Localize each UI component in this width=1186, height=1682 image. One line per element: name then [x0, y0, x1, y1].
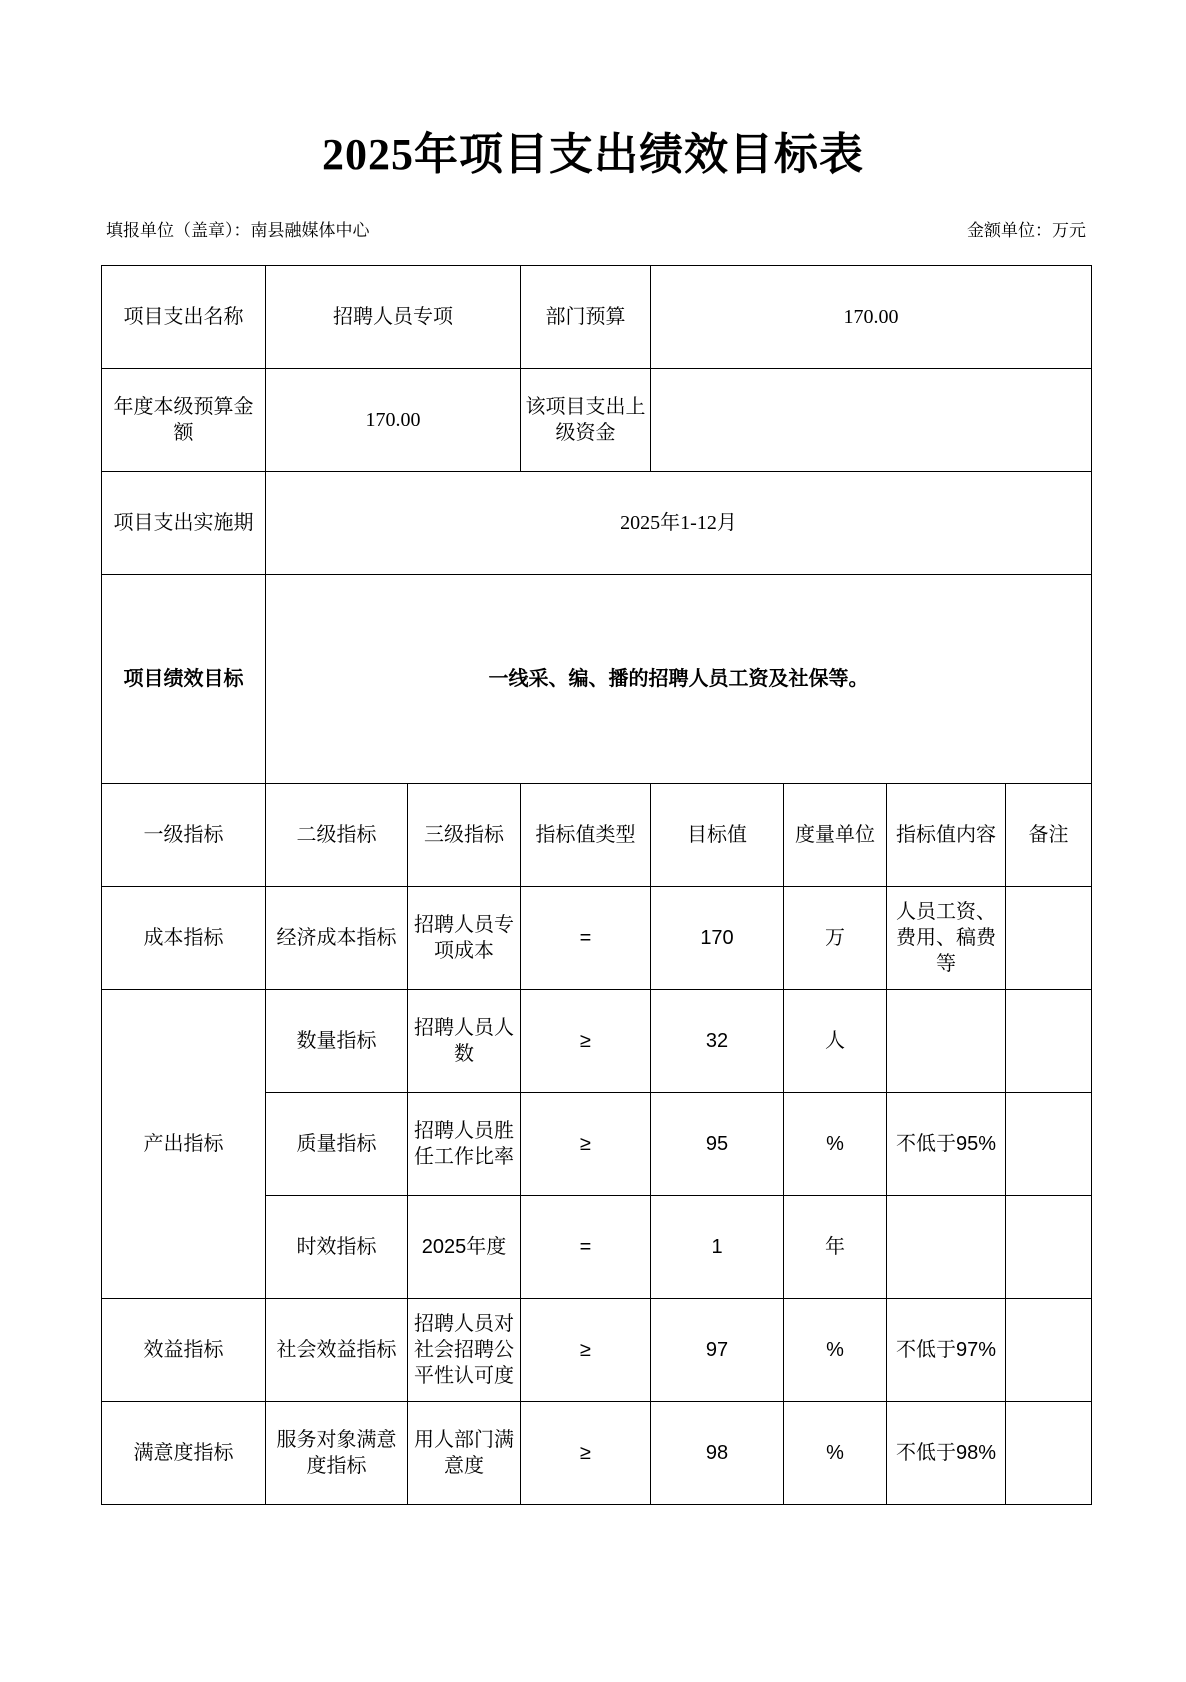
level2-indicator: 服务对象满意度指标 [266, 1402, 408, 1505]
currency-unit: 金额单位：万元 [967, 221, 1086, 240]
target-value: 1 [651, 1196, 784, 1299]
value-type: ≥ [521, 1093, 651, 1196]
value-type: ≥ [521, 1402, 651, 1505]
level2-indicator: 社会效益指标 [266, 1299, 408, 1402]
performance-target-table [101, 265, 1092, 1505]
value-type: = [521, 887, 651, 990]
column-header: 度量单位 [784, 784, 887, 887]
remark [1006, 990, 1092, 1093]
target-value: 95 [651, 1093, 784, 1196]
reporting-unit: 填报单位（盖章）：南县融媒体中心 [106, 221, 370, 240]
label-project-name: 项目支出名称 [102, 266, 266, 369]
label-upper-fund: 该项目支出上级资金 [521, 369, 651, 472]
value-project-name: 招聘人员专项 [266, 266, 521, 369]
indicator-content: 不低于97% [887, 1299, 1006, 1402]
level1-indicator: 成本指标 [102, 887, 266, 990]
indicator-content: 不低于95% [887, 1093, 1006, 1196]
column-header: 一级指标 [102, 784, 266, 887]
value-annual-budget: 170.00 [266, 369, 521, 472]
level2-indicator: 时效指标 [266, 1196, 408, 1299]
value-period: 2025年1-12月 [266, 472, 1092, 575]
value-goal: 一线采、编、播的招聘人员工资及社保等。 [266, 575, 1092, 784]
value-type: ≥ [521, 990, 651, 1093]
column-header: 指标值内容 [887, 784, 1006, 887]
column-header: 三级指标 [408, 784, 521, 887]
row-annual-budget [102, 369, 1092, 472]
target-value: 170 [651, 887, 784, 990]
value-type: = [521, 1196, 651, 1299]
label-annual-budget: 年度本级预算金额 [102, 369, 266, 472]
level1-indicator: 满意度指标 [102, 1402, 266, 1505]
level2-indicator: 数量指标 [266, 990, 408, 1093]
indicator-header-row [102, 784, 1092, 887]
target-value: 97 [651, 1299, 784, 1402]
value-upper-fund [651, 369, 1092, 472]
column-header: 指标值类型 [521, 784, 651, 887]
value-dept-budget: 170.00 [651, 266, 1092, 369]
indicator-content [887, 1196, 1006, 1299]
indicator-row [102, 1402, 1092, 1505]
level2-indicator: 质量指标 [266, 1093, 408, 1196]
indicator-content [887, 990, 1006, 1093]
level3-indicator: 招聘人员专项成本 [408, 887, 521, 990]
level3-indicator: 招聘人员胜任工作比率 [408, 1093, 521, 1196]
level1-indicator: 效益指标 [102, 1299, 266, 1402]
indicator-row [102, 1299, 1092, 1402]
level3-indicator: 用人部门满意度 [408, 1402, 521, 1505]
remark [1006, 1299, 1092, 1402]
label-dept-budget: 部门预算 [521, 266, 651, 369]
target-value: 32 [651, 990, 784, 1093]
row-project-name [102, 266, 1092, 369]
level3-indicator: 2025年度 [408, 1196, 521, 1299]
label-period: 项目支出实施期 [102, 472, 266, 575]
indicator-content: 人员工资、费用、稿费等 [887, 887, 1006, 990]
measure-unit: 年 [784, 1196, 887, 1299]
column-header: 二级指标 [266, 784, 408, 887]
value-type: ≥ [521, 1299, 651, 1402]
remark [1006, 1093, 1092, 1196]
column-header: 备注 [1006, 784, 1092, 887]
level2-indicator: 经济成本指标 [266, 887, 408, 990]
label-goal: 项目绩效目标 [102, 575, 266, 784]
remark [1006, 1196, 1092, 1299]
column-header: 目标值 [651, 784, 784, 887]
indicator-content: 不低于98% [887, 1402, 1006, 1505]
measure-unit: 人 [784, 990, 887, 1093]
level3-indicator: 招聘人员人数 [408, 990, 521, 1093]
measure-unit: 万 [784, 887, 887, 990]
indicator-row [102, 990, 1092, 1093]
page-title: 2025年项目支出绩效目标表 [322, 130, 864, 179]
row-period [102, 472, 1092, 575]
indicator-row [102, 887, 1092, 990]
level1-indicator: 产出指标 [102, 990, 266, 1299]
measure-unit: % [784, 1402, 887, 1505]
remark [1006, 887, 1092, 990]
target-value: 98 [651, 1402, 784, 1505]
row-goal [102, 575, 1092, 784]
remark [1006, 1402, 1092, 1505]
measure-unit: % [784, 1093, 887, 1196]
level3-indicator: 招聘人员对社会招聘公平性认可度 [408, 1299, 521, 1402]
measure-unit: % [784, 1299, 887, 1402]
